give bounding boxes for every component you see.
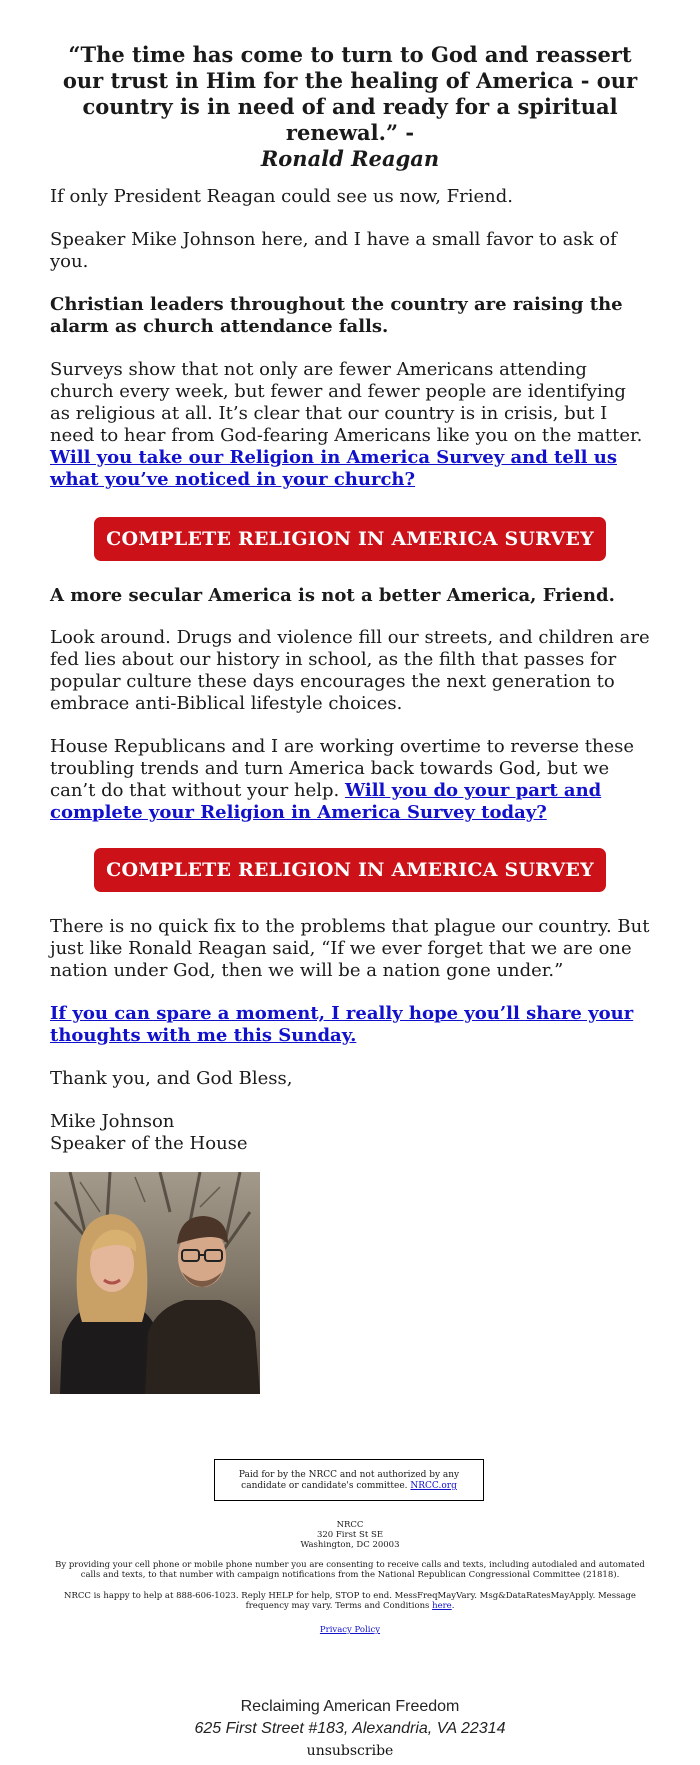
nrcc-org: NRCC [336,1520,364,1530]
footer-org: Reclaiming American Freedom [240,1698,460,1715]
terms-link[interactable]: here [432,1601,452,1611]
privacy-row [50,1625,650,1635]
quote-attribution: Ronald Reagan [260,146,440,171]
button-row-1 [50,517,650,561]
couple-photo [50,1172,260,1394]
paid-for-box [214,1459,484,1501]
look-around-paragraph: Look around. Drugs and violence fill our streets, and children are fed lies about our history in school, as the filth that passes for popular culture these days encourages the next generation to embrace anti-Biblical lifestyle choices. [50,627,650,714]
button-row-2 [50,848,650,892]
house-republicans-text: House Republicans and I are working overtime to reverse these troubling trends and turn America back towards God, but we can’t do that without your help. [50,736,635,801]
survey-link-2[interactable]: Will you do your part and complete your Religion in America Survey today? [50,780,602,823]
couple-photo-illustration [50,1172,260,1394]
nrcc-address [50,1520,650,1550]
surveys-text: Surveys show that not only are fewer Americans attending church every week, but fewer and fewer people are identifying as religious at all. It’s clear that our country is in crisis, but I need to hear from God-fearing Americans like you on the matter. [50,359,643,446]
email-body [50,0,650,1394]
survey-link-3[interactable]: If you can spare a moment, I really hope you’ll share your thoughts with me this Sunday. [50,1003,634,1046]
house-republicans-paragraph [50,736,650,824]
help-text [50,1591,650,1611]
surveys-paragraph [50,359,650,491]
alarm-paragraph: Christian leaders throughout the country are raising the alarm as church attendance falls. [50,294,623,337]
complete-survey-button-1[interactable]: COMPLETE RELIGION IN AMERICA SURVEY [94,517,606,561]
spare-moment-paragraph [50,1003,650,1047]
closing-paragraph: Thank you, and God Bless, [50,1068,293,1089]
nrcc-address-line-2: Washington, DC 20003 [300,1540,400,1550]
footer-address: 625 First Street #183, Alexandria, VA 22314 [194,1720,506,1737]
reagan-quote [50,42,650,172]
privacy-policy-link[interactable]: Privacy Policy [319,1625,381,1635]
nrcc-link[interactable]: NRCC.org [410,1481,457,1491]
help-period: . [451,1601,455,1611]
complete-survey-button-2[interactable]: COMPLETE RELIGION IN AMERICA SURVEY [94,848,606,892]
survey-link-1[interactable]: Will you take our Religion in America Survey and tell us what you’ve noticed in your church? [50,447,617,490]
footer-unsubscribe-row [0,1743,700,1759]
unsubscribe-link[interactable]: unsubscribe [306,1743,394,1759]
help-message: NRCC is happy to help at 888-606-1023. Reply HELP for help, STOP to end. MessFreqMayVary. Msg&DataRatesMayApply. Message frequency may vary. Terms and Conditions [64,1591,636,1611]
quick-fix-paragraph: There is no quick fix to the problems that plague our country. But just like Ronald Reagan said, “If we ever forget that we are one nation under God, then we will be a nation gone under.” [50,916,650,981]
quote-text: “The time has come to turn to God and reassert our trust in Him for the healing of America - our country is in need of and ready for a spiritual renewal.” - [62,42,638,145]
signature-name: Mike Johnson [50,1111,175,1132]
secular-paragraph: A more secular America is not a better America, Friend. [50,585,615,606]
intro-paragraph: Speaker Mike Johnson here, and I have a small favor to ask of you. [50,229,617,272]
nrcc-address-line-1: 320 First St SE [316,1530,384,1540]
paid-for-text: Paid for by the NRCC and not authorized by any candidate or candidate's committee. [238,1470,460,1491]
consent-text: By providing your cell phone or mobile phone number you are consenting to receive calls and texts, including autodialed and automated calls and texts, to that number with campaign notifications from the National Republican Congressional Committee (21818). [55,1560,645,1580]
greeting-paragraph: If only President Reagan could see us now, Friend. [50,186,513,207]
signature-title: Speaker of the House [50,1133,248,1154]
